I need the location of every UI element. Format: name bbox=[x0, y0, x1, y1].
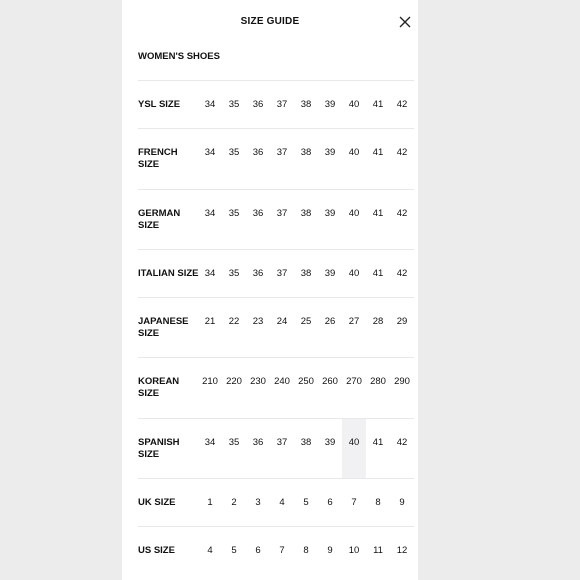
close-icon bbox=[398, 15, 412, 29]
table-row bbox=[138, 297, 414, 357]
size-cell: 240 bbox=[274, 376, 290, 387]
size-cell: 250 bbox=[298, 376, 314, 387]
size-cell: 42 bbox=[396, 268, 408, 279]
size-cell: 21 bbox=[204, 316, 216, 327]
size-cell: 24 bbox=[276, 316, 288, 327]
size-cell: 39 bbox=[324, 99, 336, 110]
size-cell: 39 bbox=[324, 437, 336, 448]
size-cell: 35 bbox=[228, 208, 240, 219]
size-cell: 40 bbox=[348, 147, 360, 158]
table-row bbox=[138, 249, 414, 297]
row-label: ITALIAN SIZE bbox=[138, 268, 199, 279]
size-cell: 28 bbox=[372, 316, 384, 327]
size-cell: 280 bbox=[370, 376, 386, 387]
size-cell: 22 bbox=[228, 316, 240, 327]
size-cell: 37 bbox=[276, 437, 288, 448]
row-label: UK SIZE bbox=[138, 497, 176, 508]
size-cell: 5 bbox=[303, 497, 309, 508]
size-cell: 8 bbox=[303, 545, 309, 556]
size-cell: 7 bbox=[351, 497, 357, 508]
table-row bbox=[138, 80, 414, 128]
size-cell: 36 bbox=[252, 437, 264, 448]
size-cell: 260 bbox=[322, 376, 338, 387]
size-cell: 1 bbox=[207, 497, 213, 508]
size-cell: 35 bbox=[228, 268, 240, 279]
size-cell: 40 bbox=[348, 437, 360, 448]
row-label: KOREAN SIZE bbox=[138, 376, 180, 399]
size-cell: 38 bbox=[300, 208, 312, 219]
size-cell: 10 bbox=[348, 545, 360, 556]
table-row bbox=[138, 128, 414, 189]
size-cell: 38 bbox=[300, 437, 312, 448]
row-label: GERMAN SIZE bbox=[138, 208, 181, 231]
size-cell: 42 bbox=[396, 208, 408, 219]
size-cell: 210 bbox=[202, 376, 218, 387]
size-cell: 42 bbox=[396, 437, 408, 448]
size-cell: 41 bbox=[372, 147, 384, 158]
size-cell: 2 bbox=[231, 497, 237, 508]
size-cell: 11 bbox=[373, 545, 383, 556]
table-row bbox=[138, 189, 414, 249]
size-cell: 34 bbox=[204, 147, 216, 158]
size-cell: 29 bbox=[396, 316, 408, 327]
size-cell: 36 bbox=[252, 99, 264, 110]
size-cell: 26 bbox=[324, 316, 336, 327]
row-label: US SIZE bbox=[138, 545, 175, 556]
size-cell: 35 bbox=[228, 147, 240, 158]
table-row bbox=[138, 357, 414, 418]
size-cell: 3 bbox=[255, 497, 261, 508]
size-cell: 35 bbox=[228, 99, 240, 110]
page-title: SIZE GUIDE bbox=[240, 16, 300, 27]
size-table bbox=[138, 80, 414, 574]
size-cell: 42 bbox=[396, 99, 408, 110]
size-cell: 37 bbox=[276, 208, 288, 219]
size-cell: 38 bbox=[300, 268, 312, 279]
size-cell: 34 bbox=[204, 208, 216, 219]
row-label: FRENCH SIZE bbox=[138, 147, 178, 170]
size-cell: 9 bbox=[399, 497, 405, 508]
size-cell: 12 bbox=[396, 545, 408, 556]
close-button[interactable] bbox=[398, 15, 412, 29]
size-cell: 270 bbox=[346, 376, 362, 387]
size-cell: 27 bbox=[348, 316, 360, 327]
size-cell: 39 bbox=[324, 208, 336, 219]
size-cell: 34 bbox=[204, 437, 216, 448]
size-cell: 39 bbox=[324, 268, 336, 279]
size-guide-sheet bbox=[122, 0, 418, 580]
size-cell: 4 bbox=[279, 497, 285, 508]
size-cell: 36 bbox=[252, 147, 264, 158]
size-cell: 41 bbox=[372, 268, 384, 279]
size-cell: 230 bbox=[250, 376, 266, 387]
size-cell: 290 bbox=[394, 376, 410, 387]
size-cell: 41 bbox=[372, 208, 384, 219]
size-cell: 34 bbox=[204, 99, 216, 110]
table-row bbox=[138, 478, 414, 526]
size-cell: 7 bbox=[279, 545, 285, 556]
size-cell: 6 bbox=[255, 545, 261, 556]
section-title: WOMEN'S SHOES bbox=[138, 51, 220, 62]
size-cell: 25 bbox=[300, 316, 312, 327]
size-cell: 23 bbox=[252, 316, 264, 327]
size-cell: 40 bbox=[348, 208, 360, 219]
size-cell: 34 bbox=[204, 268, 216, 279]
size-cell: 36 bbox=[252, 268, 264, 279]
size-cell: 5 bbox=[231, 545, 237, 556]
size-cell: 38 bbox=[300, 147, 312, 158]
size-cell: 220 bbox=[226, 376, 242, 387]
table-row bbox=[138, 418, 414, 478]
size-cell: 8 bbox=[375, 497, 381, 508]
size-cell: 41 bbox=[372, 437, 384, 448]
row-label: JAPANESE SIZE bbox=[138, 316, 189, 339]
highlighted-column bbox=[342, 419, 366, 479]
size-cell: 36 bbox=[252, 208, 264, 219]
size-cell: 37 bbox=[276, 99, 288, 110]
size-cell: 9 bbox=[327, 545, 333, 556]
row-label: SPANISH SIZE bbox=[138, 437, 180, 460]
size-cell: 6 bbox=[327, 497, 333, 508]
size-cell: 4 bbox=[207, 545, 213, 556]
size-cell: 42 bbox=[396, 147, 408, 158]
size-cell: 37 bbox=[276, 147, 288, 158]
size-cell: 39 bbox=[324, 147, 336, 158]
size-cell: 40 bbox=[348, 99, 360, 110]
row-label: YSL SIZE bbox=[138, 99, 181, 110]
size-cell: 35 bbox=[228, 437, 240, 448]
size-cell: 38 bbox=[300, 99, 312, 110]
size-cell: 37 bbox=[276, 268, 288, 279]
size-cell: 40 bbox=[348, 268, 360, 279]
table-row bbox=[138, 526, 414, 574]
size-cell: 41 bbox=[372, 99, 384, 110]
